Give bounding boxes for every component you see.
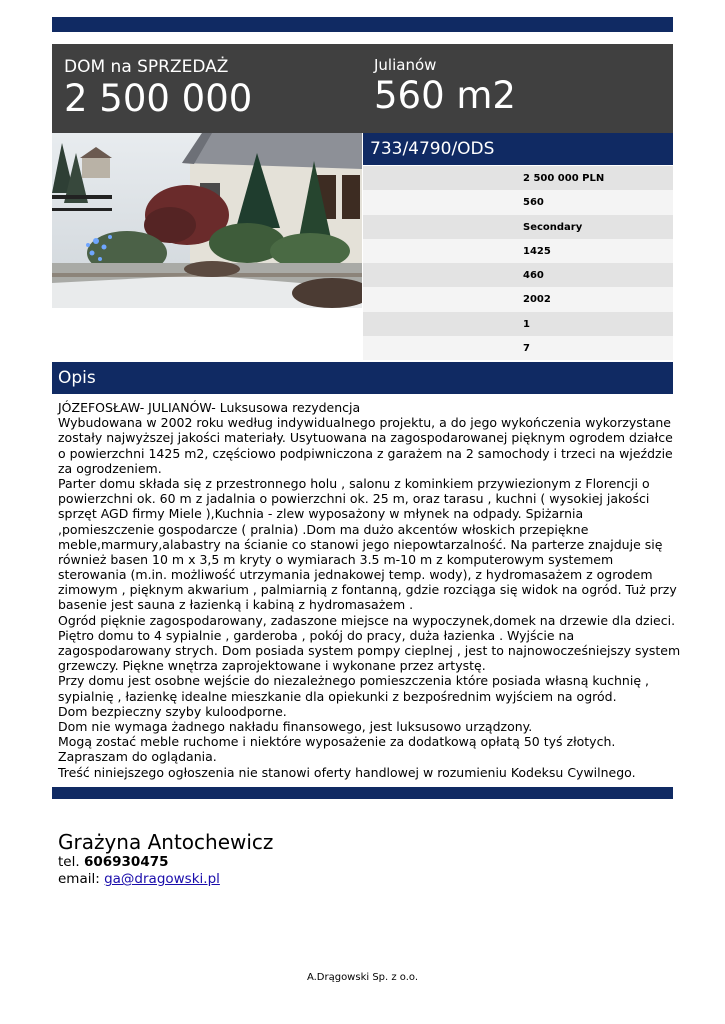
param-row [363, 166, 673, 190]
house-garden-image [52, 133, 362, 308]
description-line: Wybudowana w 2002 roku według indywidualnego projektu, a do jego wykończenia wykorzystane [58, 415, 671, 431]
description-line: zostały najwyższej jakości materiały. Usytuowana na zagospodarowanej pięknym ogrodem działce [58, 430, 673, 446]
agent-email-line [58, 871, 273, 888]
description-line: Parter domu składa się z przestronnego holu , salonu z kominkiem przywiezionym z Florencji o [58, 475, 650, 491]
description-heading: Opis [58, 368, 96, 388]
param-value: 560 [523, 197, 544, 209]
description-line: Ogród pięknie zagospodarowany, zadaszone miejsce na wypoczynek,domek na drzewie dla dzieci. [58, 612, 676, 628]
description-line: Przy domu jest osobne wejście do niezależnego pomieszczenia które posiada własną kuchnię , [58, 673, 649, 689]
bottom-accent-bar [52, 787, 673, 799]
description-line: JÓZEFOSŁAW- JULIANÓW- Luksusowa rezydencja [58, 400, 361, 415]
param-value: 2 500 000 PLN [523, 173, 605, 184]
description-line: o powierzchni 1425 m2, częściowo podpiwniczona z garażem na 2 samochody i trzeci na wjeździe [58, 445, 673, 461]
reference-bar [363, 133, 673, 165]
description-line: Zapraszam do oglądania. [58, 749, 217, 765]
description-heading-bar [52, 362, 673, 394]
description-line: Mogą zostać meble ruchome i niektóre wyposażenie za dodatkową opłatą 50 tyś złotych. [58, 734, 616, 750]
description-line: Piętro domu to 4 sypialnie , garderoba , pokój do pracy, duża łazienka . Wyjście na [58, 627, 575, 643]
param-value: 460 [523, 270, 544, 282]
param-row [363, 287, 673, 311]
description-line: ,pomieszczenie gospodarcze ( pralnia) .Dom ma dużo akcentów włoskich przepiękne [58, 521, 589, 537]
param-row [363, 239, 673, 263]
area-headline: 560 m2 [374, 74, 516, 117]
price-headline: 2 500 000 [64, 77, 253, 120]
param-row [363, 215, 673, 239]
city-name: Julianów [374, 56, 437, 74]
description-line: meble,marmury,alabastry na ścianie co stanowi jego niepowtarzalność. Na parterze znajduje się [58, 536, 663, 552]
property-type: DOM na SPRZEDAŻ [64, 57, 229, 77]
description-line: również basen 10 m x 3,5 m kryty o wymiarach 3.5 m-10 m z komputerowym systemem [58, 551, 614, 567]
description-text [58, 400, 681, 780]
description-line: sypialnię , łazienkę idealne mieszkanie dla opiekunki z bezpośrednim wyjściem na ogród. [58, 688, 617, 704]
email-label: email: [58, 871, 100, 887]
phone-label: tel. [58, 854, 80, 870]
param-value: 2002 [523, 294, 551, 306]
agent-name: Grażyna Antochewicz [58, 830, 274, 854]
param-value: 1425 [523, 245, 551, 257]
description-line: Dom nie wymaga żadnego nakładu finansowego, jest luksusowo urządzony. [58, 718, 533, 734]
agent-contact [58, 830, 273, 888]
company-footer: A.Drągowski Sp. z o.o. [306, 972, 419, 983]
listing-header [52, 44, 673, 133]
param-row [363, 336, 673, 360]
description-line: grzewczy. Piękne wnętrza zaprojektowane i wykonane przez artystę. [58, 658, 486, 674]
param-row [363, 312, 673, 336]
agent-phone-line [58, 854, 273, 871]
param-row [363, 190, 673, 214]
description-line: basenie jest sauna z łazienką i kabiną z hydromasażem . [58, 597, 414, 613]
description-line: Treść niniejszego ogłoszenia nie stanowi oferty handlowej w rozumieniu Kodeksu Cywilnego. [58, 764, 636, 780]
property-photo [52, 133, 362, 308]
description-line: Dom bezpieczny szyby kuloodporne. [58, 703, 287, 719]
description-line: zagospodarowany strych. Dom posiada system pompy cieplnej , jest to najnowocześniejszy system [58, 643, 681, 658]
description-line: za ogrodzeniem. [58, 460, 162, 476]
reference-number: 733/4790/ODS [370, 139, 495, 159]
params-table [363, 166, 673, 360]
param-value: 1 [523, 318, 530, 330]
param-value: Secondary [523, 221, 583, 233]
top-accent-bar [52, 17, 673, 32]
description-line: zimowym , pięknym akwarium , palmiarnią z fontanną, gdzie rozciąga się widok na ogród. Tuż przy [58, 582, 677, 598]
description-line: powierzchni ok. 60 m z jadalnia o powierzchni ok. 25 m, oraz tarasu , kuchni ( wysokiej jakości [58, 491, 650, 507]
description-line: sterowania (m.in. możliwość utrzymania jednakowej temp. wody), z hydromasażem z ogrodem [58, 567, 653, 583]
description-line: sprzęt AGD firmy Miele ),Kuchnia - zlew wyposażony w młynek na odpady. Spiżarnia [58, 506, 584, 522]
agent-phone: 606930475 [83, 854, 169, 870]
param-row [363, 263, 673, 287]
agent-email-link[interactable]: ga@dragowski.pl [104, 871, 220, 887]
param-value: 7 [523, 343, 530, 355]
